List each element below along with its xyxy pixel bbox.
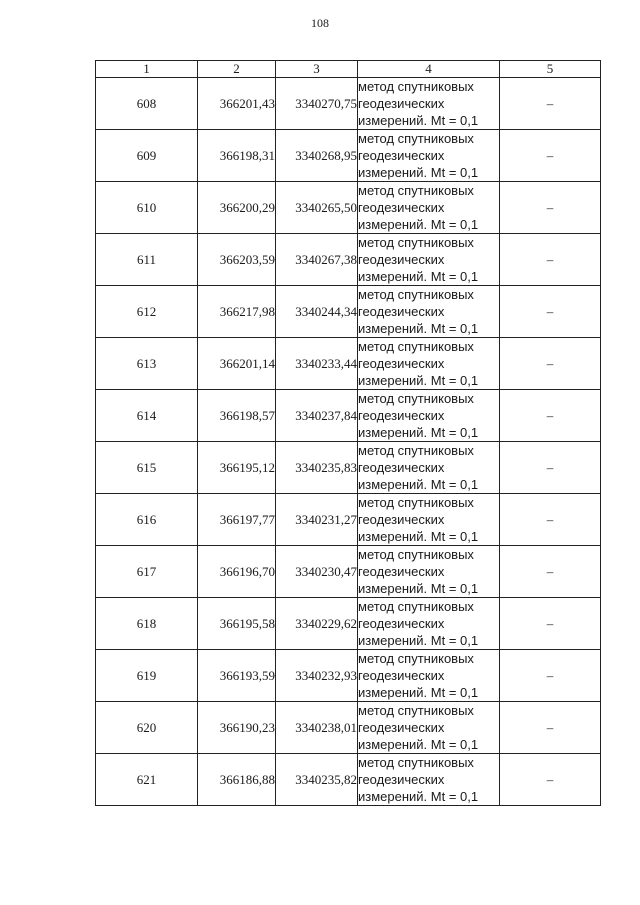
method-line: измерений. Mt = 0,1 — [358, 425, 479, 440]
y-coordinate: 3340267,38 — [276, 234, 358, 286]
y-coordinate: 3340229,62 — [276, 598, 358, 650]
column-header-1: 1 — [96, 61, 198, 78]
table-row — [96, 390, 601, 442]
method-line: измерений. Mt = 0,1 — [358, 789, 479, 804]
y-coordinate: 3340231,27 — [276, 494, 358, 546]
table-header-row — [96, 61, 601, 78]
x-coordinate: 366217,98 — [198, 286, 276, 338]
y-coordinate: 3340235,83 — [276, 442, 358, 494]
x-coordinate: 366201,43 — [198, 78, 276, 130]
method-line: измерений. Mt = 0,1 — [358, 633, 479, 648]
method-line: измерений. Mt = 0,1 — [358, 113, 479, 128]
table-row — [96, 286, 601, 338]
point-number: 617 — [96, 546, 198, 598]
column-header-2: 2 — [198, 61, 276, 78]
table-row — [96, 234, 601, 286]
accuracy-value: – — [500, 78, 601, 130]
method-line: измерений. Mt = 0,1 — [358, 529, 479, 544]
x-coordinate: 366197,77 — [198, 494, 276, 546]
method-description — [358, 494, 500, 546]
method-line: метод спутниковых — [358, 287, 474, 302]
table-row — [96, 650, 601, 702]
y-coordinate: 3340270,75 — [276, 78, 358, 130]
method-line: измерений. Mt = 0,1 — [358, 217, 479, 232]
accuracy-value: – — [500, 182, 601, 234]
accuracy-value: – — [500, 338, 601, 390]
x-coordinate: 366198,57 — [198, 390, 276, 442]
x-coordinate: 366201,14 — [198, 338, 276, 390]
accuracy-value: – — [500, 702, 601, 754]
method-line: измерений. Mt = 0,1 — [358, 737, 479, 752]
x-coordinate: 366203,59 — [198, 234, 276, 286]
y-coordinate: 3340235,82 — [276, 754, 358, 806]
method-description — [358, 78, 500, 130]
x-coordinate: 366200,29 — [198, 182, 276, 234]
table-row — [96, 130, 601, 182]
point-number: 619 — [96, 650, 198, 702]
method-line: метод спутниковых — [358, 703, 474, 718]
method-line: геодезических — [358, 356, 445, 371]
accuracy-value: – — [500, 286, 601, 338]
method-line: измерений. Mt = 0,1 — [358, 685, 479, 700]
method-description — [358, 390, 500, 442]
table-row — [96, 442, 601, 494]
y-coordinate: 3340230,47 — [276, 546, 358, 598]
y-coordinate: 3340244,34 — [276, 286, 358, 338]
method-line: геодезических — [358, 252, 445, 267]
accuracy-value: – — [500, 598, 601, 650]
y-coordinate: 3340237,84 — [276, 390, 358, 442]
x-coordinate: 366186,88 — [198, 754, 276, 806]
method-description — [358, 442, 500, 494]
point-number: 614 — [96, 390, 198, 442]
method-line: метод спутниковых — [358, 443, 474, 458]
accuracy-value: – — [500, 390, 601, 442]
method-line: метод спутниковых — [358, 495, 474, 510]
x-coordinate: 366193,59 — [198, 650, 276, 702]
coordinates-table — [95, 60, 601, 806]
method-description — [358, 754, 500, 806]
table-row — [96, 338, 601, 390]
y-coordinate: 3340238,01 — [276, 702, 358, 754]
method-description — [358, 130, 500, 182]
point-number: 620 — [96, 702, 198, 754]
method-description — [358, 182, 500, 234]
accuracy-value: – — [500, 494, 601, 546]
column-header-5: 5 — [500, 61, 601, 78]
accuracy-value: – — [500, 130, 601, 182]
method-description — [358, 650, 500, 702]
point-number: 613 — [96, 338, 198, 390]
x-coordinate: 366190,23 — [198, 702, 276, 754]
table-row — [96, 494, 601, 546]
method-line: метод спутниковых — [358, 599, 474, 614]
method-line: метод спутниковых — [358, 755, 474, 770]
method-line: метод спутниковых — [358, 391, 474, 406]
point-number: 615 — [96, 442, 198, 494]
point-number: 618 — [96, 598, 198, 650]
method-line: геодезических — [358, 668, 445, 683]
accuracy-value: – — [500, 234, 601, 286]
method-line: измерений. Mt = 0,1 — [358, 321, 479, 336]
accuracy-value: – — [500, 546, 601, 598]
method-line: геодезических — [358, 200, 445, 215]
table-row — [96, 78, 601, 130]
method-line: измерений. Mt = 0,1 — [358, 477, 479, 492]
method-line: геодезических — [358, 96, 445, 111]
table-row — [96, 182, 601, 234]
table-row — [96, 546, 601, 598]
method-line: метод спутниковых — [358, 651, 474, 666]
x-coordinate: 366195,12 — [198, 442, 276, 494]
method-description — [358, 338, 500, 390]
method-line: геодезических — [358, 772, 445, 787]
accuracy-value: – — [500, 650, 601, 702]
method-line: измерений. Mt = 0,1 — [358, 581, 479, 596]
method-line: геодезических — [358, 408, 445, 423]
method-line: измерений. Mt = 0,1 — [358, 269, 479, 284]
method-line: геодезических — [358, 460, 445, 475]
method-line: метод спутниковых — [358, 339, 474, 354]
method-line: геодезических — [358, 148, 445, 163]
method-line: метод спутниковых — [358, 79, 474, 94]
method-line: метод спутниковых — [358, 235, 474, 250]
method-line: геодезических — [358, 512, 445, 527]
point-number: 612 — [96, 286, 198, 338]
method-description — [358, 702, 500, 754]
point-number: 611 — [96, 234, 198, 286]
page-number: 108 — [311, 16, 329, 30]
y-coordinate: 3340268,95 — [276, 130, 358, 182]
method-line: измерений. Mt = 0,1 — [358, 165, 479, 180]
point-number: 609 — [96, 130, 198, 182]
method-description — [358, 286, 500, 338]
table-row — [96, 754, 601, 806]
table-row — [96, 702, 601, 754]
method-description — [358, 598, 500, 650]
y-coordinate: 3340232,93 — [276, 650, 358, 702]
x-coordinate: 366198,31 — [198, 130, 276, 182]
point-number: 621 — [96, 754, 198, 806]
point-number: 616 — [96, 494, 198, 546]
method-line: геодезических — [358, 564, 445, 579]
method-line: геодезических — [358, 304, 445, 319]
method-description — [358, 546, 500, 598]
y-coordinate: 3340265,50 — [276, 182, 358, 234]
method-line: геодезических — [358, 720, 445, 735]
column-header-3: 3 — [276, 61, 358, 78]
accuracy-value: – — [500, 442, 601, 494]
table-row — [96, 598, 601, 650]
accuracy-value: – — [500, 754, 601, 806]
point-number: 608 — [96, 78, 198, 130]
x-coordinate: 366195,58 — [198, 598, 276, 650]
method-line: метод спутниковых — [358, 183, 474, 198]
method-line: геодезических — [358, 616, 445, 631]
x-coordinate: 366196,70 — [198, 546, 276, 598]
column-header-4: 4 — [358, 61, 500, 78]
point-number: 610 — [96, 182, 198, 234]
method-line: метод спутниковых — [358, 131, 474, 146]
method-line: измерений. Mt = 0,1 — [358, 373, 479, 388]
method-description — [358, 234, 500, 286]
method-line: метод спутниковых — [358, 547, 474, 562]
y-coordinate: 3340233,44 — [276, 338, 358, 390]
